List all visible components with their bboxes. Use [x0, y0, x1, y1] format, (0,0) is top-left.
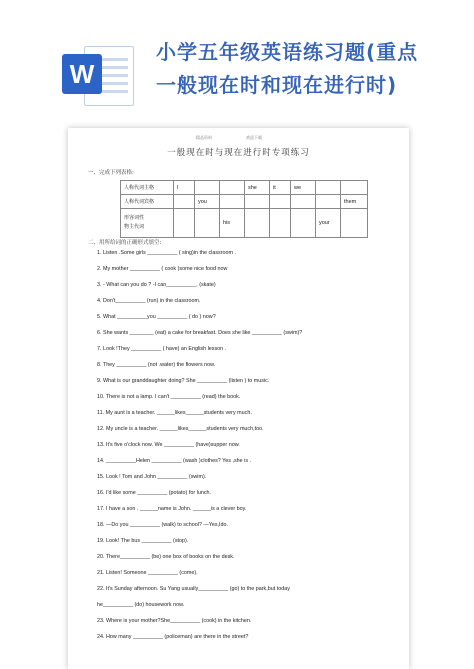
banner-title-line-1: 小学五年级英语练习题(重点	[156, 40, 419, 64]
question-item: 15. Look ! Tom and John __________ (swim).	[97, 474, 207, 480]
word-badge-letter: W	[69, 59, 95, 89]
document-banner	[0, 0, 474, 125]
table-cell: she	[245, 181, 270, 195]
table-cell	[245, 209, 270, 238]
section-1-heading: 一、完成下列表格:	[88, 170, 134, 176]
table-cell	[220, 181, 245, 195]
table-cell: I	[174, 181, 195, 195]
table-cell: 人称代词宾格	[121, 195, 174, 209]
table-cell	[291, 209, 316, 238]
table-cell: his	[220, 209, 245, 238]
table-row	[121, 195, 368, 209]
table-cell: 形容词性 物主代词	[121, 209, 174, 238]
question-item: 1. Listen .Some girls __________ ( sing)in the classroom .	[97, 250, 237, 256]
question-item: 10. There is not a lamp. I can't __________ (read) the book.	[97, 394, 241, 400]
question-item: 18. —Do you __________ (walk) to school? —Yes,Ido.	[97, 522, 229, 528]
worksheet-title: 一般现在时与现在进行时专项练习	[167, 148, 310, 158]
table-cell: it	[270, 181, 291, 195]
section-2-heading: 二、用所给词的正确形式填空:	[88, 240, 162, 246]
table-cell: we	[291, 181, 316, 195]
question-item: 21. Listen! Someone __________ (come).	[97, 570, 198, 576]
question-item: 22. It's Sunday afternoon. Su Yang usually__________ (go) to the park,but today	[97, 586, 290, 592]
page-header-right: 欢迎下载	[246, 135, 262, 140]
page-header-left: 精品资料	[196, 135, 212, 140]
pronoun-table	[120, 180, 368, 238]
question-item: 4. Don't__________ (run) in the classroom.	[97, 298, 201, 304]
table-cell	[174, 209, 195, 238]
question-item: 13. It's five o'clock now. We __________ (have)supper now.	[97, 442, 240, 448]
question-item: 2. My mother __________ ( cook )some nice food now	[97, 266, 228, 272]
table-cell	[341, 209, 368, 238]
table-cell	[270, 209, 291, 238]
question-item: 20. There__________ (be) one box of books on the desk.	[97, 554, 235, 560]
question-item: 23. Where is your mother?She__________ (cook) in the kitchen.	[97, 618, 252, 624]
word-document-icon	[62, 42, 134, 108]
table-cell: your	[316, 209, 341, 238]
question-item: 12. My uncle is a teacher. ______likes______students very much,too.	[97, 426, 264, 432]
table-row	[121, 181, 368, 195]
table-cell	[174, 195, 195, 209]
table-cell: 人称代词主格	[121, 181, 174, 195]
question-item: 8. They __________ (not .water) the flowers now.	[97, 362, 216, 368]
table-cell	[220, 195, 245, 209]
question-item: 16. I'd like some __________ (potato) for lunch.	[97, 490, 212, 496]
document-page	[68, 128, 409, 669]
word-badge	[62, 54, 102, 94]
table-cell	[316, 181, 341, 195]
table-cell	[195, 209, 220, 238]
table-cell	[195, 181, 220, 195]
question-item: 17. I have a son . ______name is John. ______is a clever boy.	[97, 506, 247, 512]
banner-title	[156, 36, 456, 102]
question-item: 19. Look! The bus __________ (stop).	[97, 538, 189, 544]
question-item: 7. Look !They __________ ( have) an English lesson .	[97, 346, 227, 352]
question-item: 3. - What can you do ? -I can__________. (skate)	[97, 282, 216, 288]
table-cell: you	[195, 195, 220, 209]
table-cell	[341, 181, 368, 195]
table-cell	[316, 195, 341, 209]
table-cell: them	[341, 195, 368, 209]
question-item-continuation: he__________ (do) housework now.	[97, 602, 185, 608]
question-item: 14. __________Helen __________ (wash )clothes? Yes ,she is .	[97, 458, 252, 464]
table-row	[121, 209, 368, 238]
question-item: 24. How many __________ (policeman) are there in the street?	[97, 634, 249, 640]
question-item: 5. What __________you __________ ( do ) now?	[97, 314, 216, 320]
question-item: 9. What is our granddaughter doing? She __________ (listen ) to music.	[97, 378, 270, 384]
table-cell	[270, 195, 291, 209]
table-cell	[291, 195, 316, 209]
question-item: 6. She wants ________ (eat) a cake for breakfast. Does she like __________ (swim)?	[97, 330, 303, 336]
banner-title-line-2: 一般现在时和现在进行时)	[156, 73, 398, 97]
question-item: 11. My aunt is a teacher. ______likes______students very much.	[97, 410, 252, 416]
table-cell	[245, 195, 270, 209]
